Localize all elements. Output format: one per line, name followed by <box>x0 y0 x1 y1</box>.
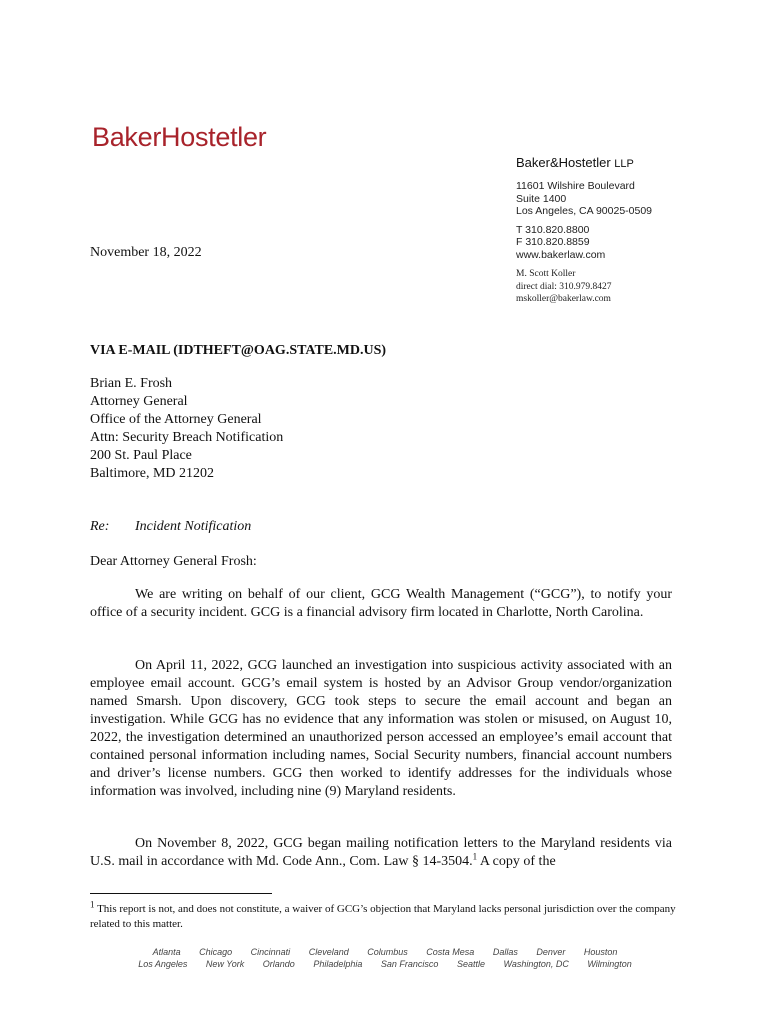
office-location: Dallas <box>492 947 518 957</box>
office-location: Philadelphia <box>313 959 363 969</box>
recipient-line: 200 St. Paul Place <box>90 448 192 463</box>
recipient-line: Office of the Attorney General <box>90 412 262 427</box>
firm-website[interactable]: www.bakerlaw.com <box>516 248 606 261</box>
body-paragraph: We are writing on behalf of our client, GCG Wealth Management (“GCG”), to notify your office of a security incident. GCG is a financial advisory firm located in Charlotte, North Carolina. <box>90 587 672 620</box>
footnote-reference[interactable]: 1 <box>472 851 478 862</box>
office-location: Los Angeles <box>138 959 188 969</box>
footnote <box>90 899 680 932</box>
firm-logo: BakerHostetler <box>92 122 267 152</box>
office-location: Orlando <box>262 959 295 969</box>
office-location: Wilmington <box>587 959 632 969</box>
office-location: Costa Mesa <box>426 947 475 957</box>
office-list-row-2 <box>90 958 680 970</box>
recipient-line: Attn: Security Breach Notification <box>90 430 284 445</box>
body-paragraph <box>90 835 672 871</box>
firm-name <box>516 155 652 172</box>
office-list-row-1 <box>90 946 680 958</box>
address-line: Los Angeles, CA 90025-0509 <box>516 205 653 217</box>
recipient-address <box>90 375 283 483</box>
author-name: M. Scott Koller <box>516 269 576 279</box>
address-line: Suite 1400 <box>516 192 567 205</box>
recipient-line: Attorney General <box>90 394 188 409</box>
re-line <box>90 519 252 535</box>
office-location: San Francisco <box>380 959 439 969</box>
firm-suffix: LLP <box>614 158 634 170</box>
author-block <box>516 268 612 306</box>
body-paragraph: On April 11, 2022, GCG launched an investigation into suspicious activity associated with an employee email account. GCG’s email system is hosted by an Advisor Group vendor/organization named Smarsh. Upon discovery, GCG took steps to secure the email account and began an investigation. While GCG has no evidence that any information was stolen or misused, on August 10, 2022, the investigation determined an unauthorized person accessed an employee’s email account that contained personal information including names, Social Security numbers, financial account numbers and driver’s license numbers. GCG then worked to identify addresses for the individuals whose information was involved, including nine (9) Maryland residents. <box>90 658 672 799</box>
office-location: Cincinnati <box>250 947 291 957</box>
office-location: Cleveland <box>308 947 349 957</box>
paragraph-continuation: A copy of the <box>477 854 556 869</box>
office-location: Denver <box>536 947 566 957</box>
address-line: 11601 Wilshire Boulevard <box>516 180 635 192</box>
office-location: Seattle <box>456 959 485 969</box>
firm-phone: T 310.820.8800 <box>516 223 590 236</box>
firm-fax: F 310.820.8859 <box>516 236 590 248</box>
firm-name-text: Baker&Hostetler <box>516 155 611 170</box>
office-location: Houston <box>583 947 618 957</box>
recipient-line: Baltimore, MD 21202 <box>90 466 215 481</box>
author-email[interactable]: mskoller@bakerlaw.com <box>516 294 611 304</box>
recipient-line: Brian E. Frosh <box>90 376 173 391</box>
re-label: Re: <box>90 519 110 534</box>
firm-contact-block <box>516 155 652 261</box>
office-location: Washington, DC <box>503 959 569 969</box>
office-location: New York <box>205 959 245 969</box>
office-location: Columbus <box>367 947 408 957</box>
author-direct-dial: direct dial: 310.979.8427 <box>516 281 612 292</box>
salutation: Dear Attorney General Frosh: <box>90 554 257 569</box>
footnote-number: 1 <box>90 899 95 910</box>
footnote-text: This report is not, and does not constitute, a waiver of GCG’s objection that Maryland lacks personal jurisdiction over the company related to this matter. <box>90 903 676 930</box>
office-location: Atlanta <box>152 947 181 957</box>
delivery-method: VIA E-MAIL (IDTHEFT@OAG.STATE.MD.US) <box>90 343 387 358</box>
re-subject: Incident Notification <box>135 519 252 534</box>
paragraph-text: On November 8, 2022, GCG began mailing notification letters to the Maryland residents via U.S. mail in accordance with Md. Code Ann., Com. Law § 14-3504. <box>90 836 672 869</box>
office-location: Chicago <box>199 947 233 957</box>
footnote-divider <box>90 893 272 894</box>
letter-date: November 18, 2022 <box>90 245 202 260</box>
